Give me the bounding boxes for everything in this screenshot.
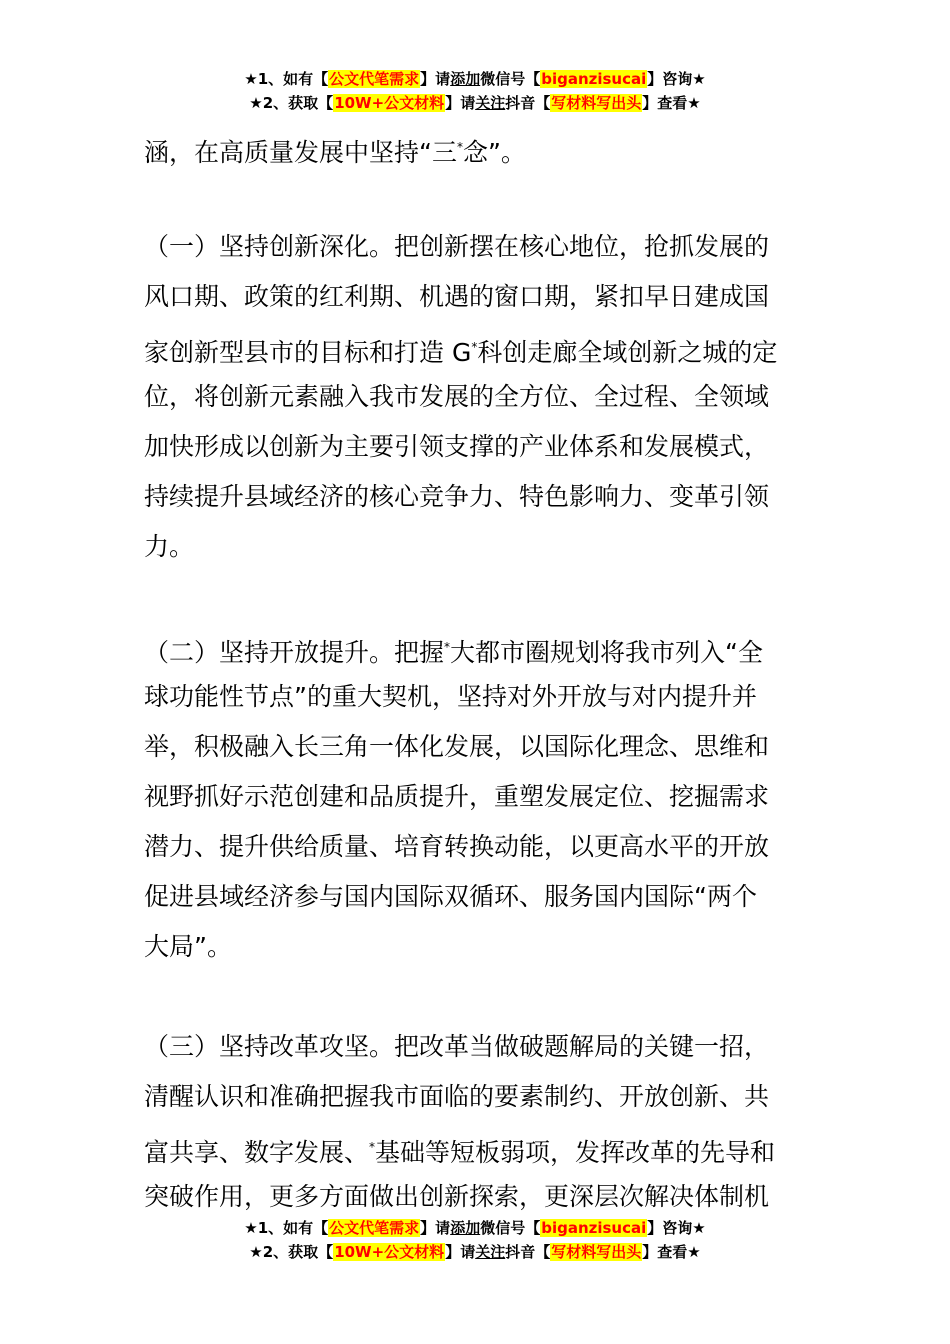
text-run: 涵，在高质量发展中坚持“三 [144,138,457,167]
banner-text: 微信号【 [480,70,541,88]
paragraph-gap [144,572,809,622]
banner-underline: 关注 [475,1243,506,1261]
paragraph-line: 位，将创新元素融入我市发展的全方位、全过程、全领域 [144,382,770,411]
banner-underline: 添加 [450,1219,481,1237]
paragraph-line [144,1122,809,1172]
document-body [144,122,809,1222]
banner-text: ★2、获取【 [249,1243,334,1261]
text-run: 家创新型县市的目标和打造 G [144,338,472,367]
paragraph-section-3 [144,1022,809,1222]
banner-text: 】请 [420,1219,451,1237]
banner-line-1 [0,1216,950,1240]
paragraph-section-1 [144,222,809,572]
banner-highlight: 10W+公文材料 [334,1243,445,1261]
banner-line-1 [0,67,950,91]
banner-text: 】请 [445,94,476,112]
banner-highlight: 写材料写出头 [551,1243,642,1261]
paragraph-line: 持续提升县域经济的核心竞争力、特色影响力、变革引领 [144,482,770,511]
text-run: 基础等短板弱项，发挥改革的先导和 [375,1138,776,1167]
text-run: 念”。 [462,138,526,167]
paragraph-line: 加快形成以创新为主要引领支撑的产业体系和发展模式， [144,432,770,461]
paragraph-line: 促进县域经济参与国内国际双循环、服务国内国际“两个 [144,882,757,911]
paragraph-line: 清醒认识和准确把握我市面临的要素制约、开放创新、共 [144,1082,770,1111]
paragraph-line: 大局”。 [144,932,232,961]
banner-underline: 添加 [450,70,481,88]
banner-highlight: 公文代笔需求 [329,70,420,88]
asterisk-mark: * [444,640,451,654]
banner-highlight: 写材料写出头 [551,94,642,112]
banner-text: ★1、如有【 [244,70,329,88]
banner-text: 抖音【 [505,94,551,112]
banner-line-2 [0,1240,950,1264]
paragraph-line: （一）坚持创新深化。把创新摆在核心地位，抢抓发展的 [144,232,770,261]
asterisk-mark: * [471,340,478,354]
text-run: 富共享、数字发展、 [144,1138,370,1167]
paragraph-line: 潜力、提升供给质量、培育转换动能，以更高水平的开放 [144,832,770,861]
paragraph-line [144,322,809,372]
banner-text: 微信号【 [480,1219,541,1237]
paragraph-line: （三）坚持改革攻坚。把改革当做破题解局的关键一招， [144,1032,770,1061]
paragraph-gap [144,172,809,222]
banner-underline: 关注 [475,94,506,112]
asterisk-mark: * [369,1140,376,1154]
banner-highlight: biganzisucai [541,1219,647,1237]
banner-text: 抖音【 [505,1243,551,1261]
banner-highlight: 10W+公文材料 [334,94,445,112]
footer-banner [0,1216,950,1264]
banner-text: ★1、如有【 [244,1219,329,1237]
paragraph-line: 举，积极融入长三角一体化发展，以国际化理念、思维和 [144,732,770,761]
text-run: 大都市圈规划将我市列入“全 [450,638,763,667]
text-run: 科创走廊全域创新之城的定 [477,338,778,367]
paragraph-gap [144,972,809,1022]
paragraph-line [144,622,809,672]
banner-text: 】请 [445,1243,476,1261]
banner-text: 】请 [420,70,451,88]
paragraph-line: 球功能性节点”的重大契机，坚持对外开放与对内提升并 [144,682,757,711]
banner-highlight: 公文代笔需求 [329,1219,420,1237]
banner-text: 】查看★ [642,1243,701,1261]
text-run: （二）坚持开放提升。把握 [144,638,445,667]
banner-text: 】咨询★ [647,70,706,88]
banner-highlight: biganzisucai [541,70,647,88]
banner-text: ★2、获取【 [249,94,334,112]
paragraph-section-2 [144,622,809,972]
paragraph-line: 风口期、政策的红利期、机遇的窗口期，紧扣早日建成国 [144,282,770,311]
asterisk-mark: * [456,140,463,154]
header-banner [0,67,950,115]
banner-text: 】查看★ [642,94,701,112]
banner-line-2 [0,91,950,115]
intro-line [144,122,809,172]
banner-text: 】咨询★ [647,1219,706,1237]
paragraph-line: 突破作用，更多方面做出创新探索，更深层次解决体制机 [144,1182,770,1211]
paragraph-line: 力。 [144,532,195,561]
paragraph-line: 视野抓好示范创建和品质提升，重塑发展定位、挖掘需求 [144,782,770,811]
